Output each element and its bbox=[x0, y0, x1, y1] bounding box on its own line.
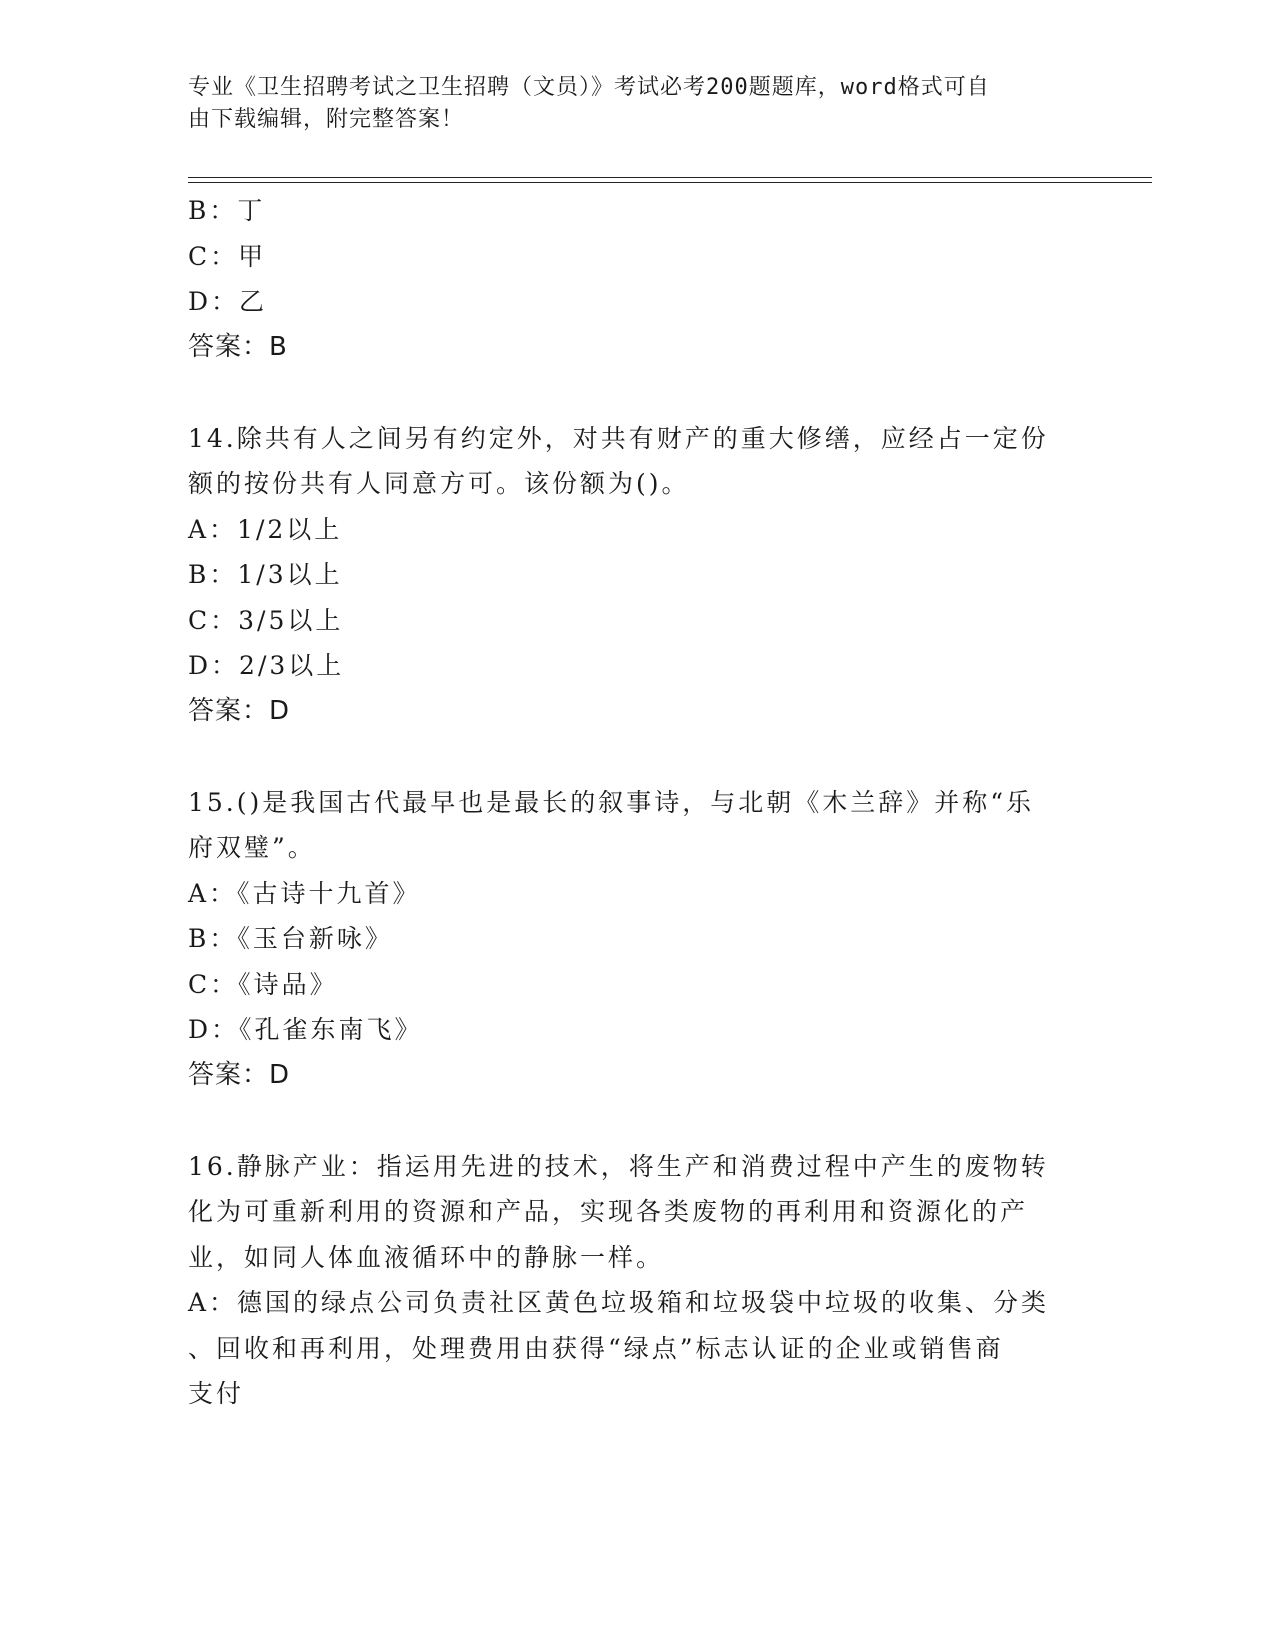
answer-label: 答案：D bbox=[188, 695, 291, 726]
option-b: B：丁 bbox=[188, 196, 266, 225]
option-b: B：1/3以上 bbox=[188, 560, 343, 589]
page-header bbox=[188, 72, 1068, 136]
question-15 bbox=[188, 780, 1088, 1099]
question-list bbox=[188, 188, 1088, 1417]
option-d: D：《孔雀东南飞》 bbox=[188, 1015, 423, 1044]
option-c: C：甲 bbox=[188, 241, 267, 271]
header-divider-bottom bbox=[188, 182, 1152, 183]
question-stem-line: 15.()是我国古代最早也是最长的叙事诗，与北朝《木兰辞》并称“乐 bbox=[188, 787, 1035, 817]
question-14 bbox=[188, 416, 1088, 735]
answer-label: 答案：D bbox=[188, 1059, 291, 1090]
option-a-line: 支付 bbox=[188, 1379, 245, 1408]
spacer bbox=[188, 1098, 1088, 1144]
option-a-line: 、回收和再利用，处理费用由获得“绿点”标志认证的企业或销售商 bbox=[188, 1333, 1004, 1363]
question-16 bbox=[188, 1144, 1088, 1417]
option-d: D：乙 bbox=[188, 287, 268, 316]
question-stem-line: 府双璧”。 bbox=[188, 833, 316, 862]
option-c: C：《诗品》 bbox=[188, 969, 338, 999]
header-line-2: 由下载编辑，附完整答案！ bbox=[188, 107, 465, 132]
question-stem-line: 16.静脉产业：指运用先进的技术，将生产和消费过程中产生的废物转 bbox=[188, 1151, 1049, 1181]
question-stem-line: 化为可重新利用的资源和产品，实现各类废物的再利用和资源化的产 bbox=[188, 1197, 1029, 1226]
question-stem-line: 额的按份共有人同意方可。该份额为()。 bbox=[188, 469, 690, 498]
question-13 bbox=[188, 188, 1088, 370]
question-stem-line: 14.除共有人之间另有约定外，对共有财产的重大修缮，应经占一定份 bbox=[188, 423, 1049, 453]
header-divider-top bbox=[188, 177, 1152, 178]
spacer bbox=[188, 734, 1088, 780]
header-line-1: 专业《卫生招聘考试之卫生招聘（文员）》考试必考200题题库，word格式可自 bbox=[188, 75, 990, 100]
option-d: D：2/3以上 bbox=[188, 651, 345, 680]
option-a: A：1/2以上 bbox=[188, 514, 343, 544]
option-a: A：《古诗十九首》 bbox=[188, 878, 421, 908]
question-stem-line: 业，如同人体血液循环中的静脉一样。 bbox=[188, 1242, 665, 1272]
answer-label: 答案：B bbox=[188, 331, 288, 362]
option-b: B：《玉台新咏》 bbox=[188, 924, 393, 953]
spacer bbox=[188, 370, 1088, 416]
option-a-line: A：德国的绿点公司负责社区黄色垃圾箱和垃圾袋中垃圾的收集、分类 bbox=[188, 1288, 1050, 1317]
option-c: C：3/5以上 bbox=[188, 605, 344, 635]
